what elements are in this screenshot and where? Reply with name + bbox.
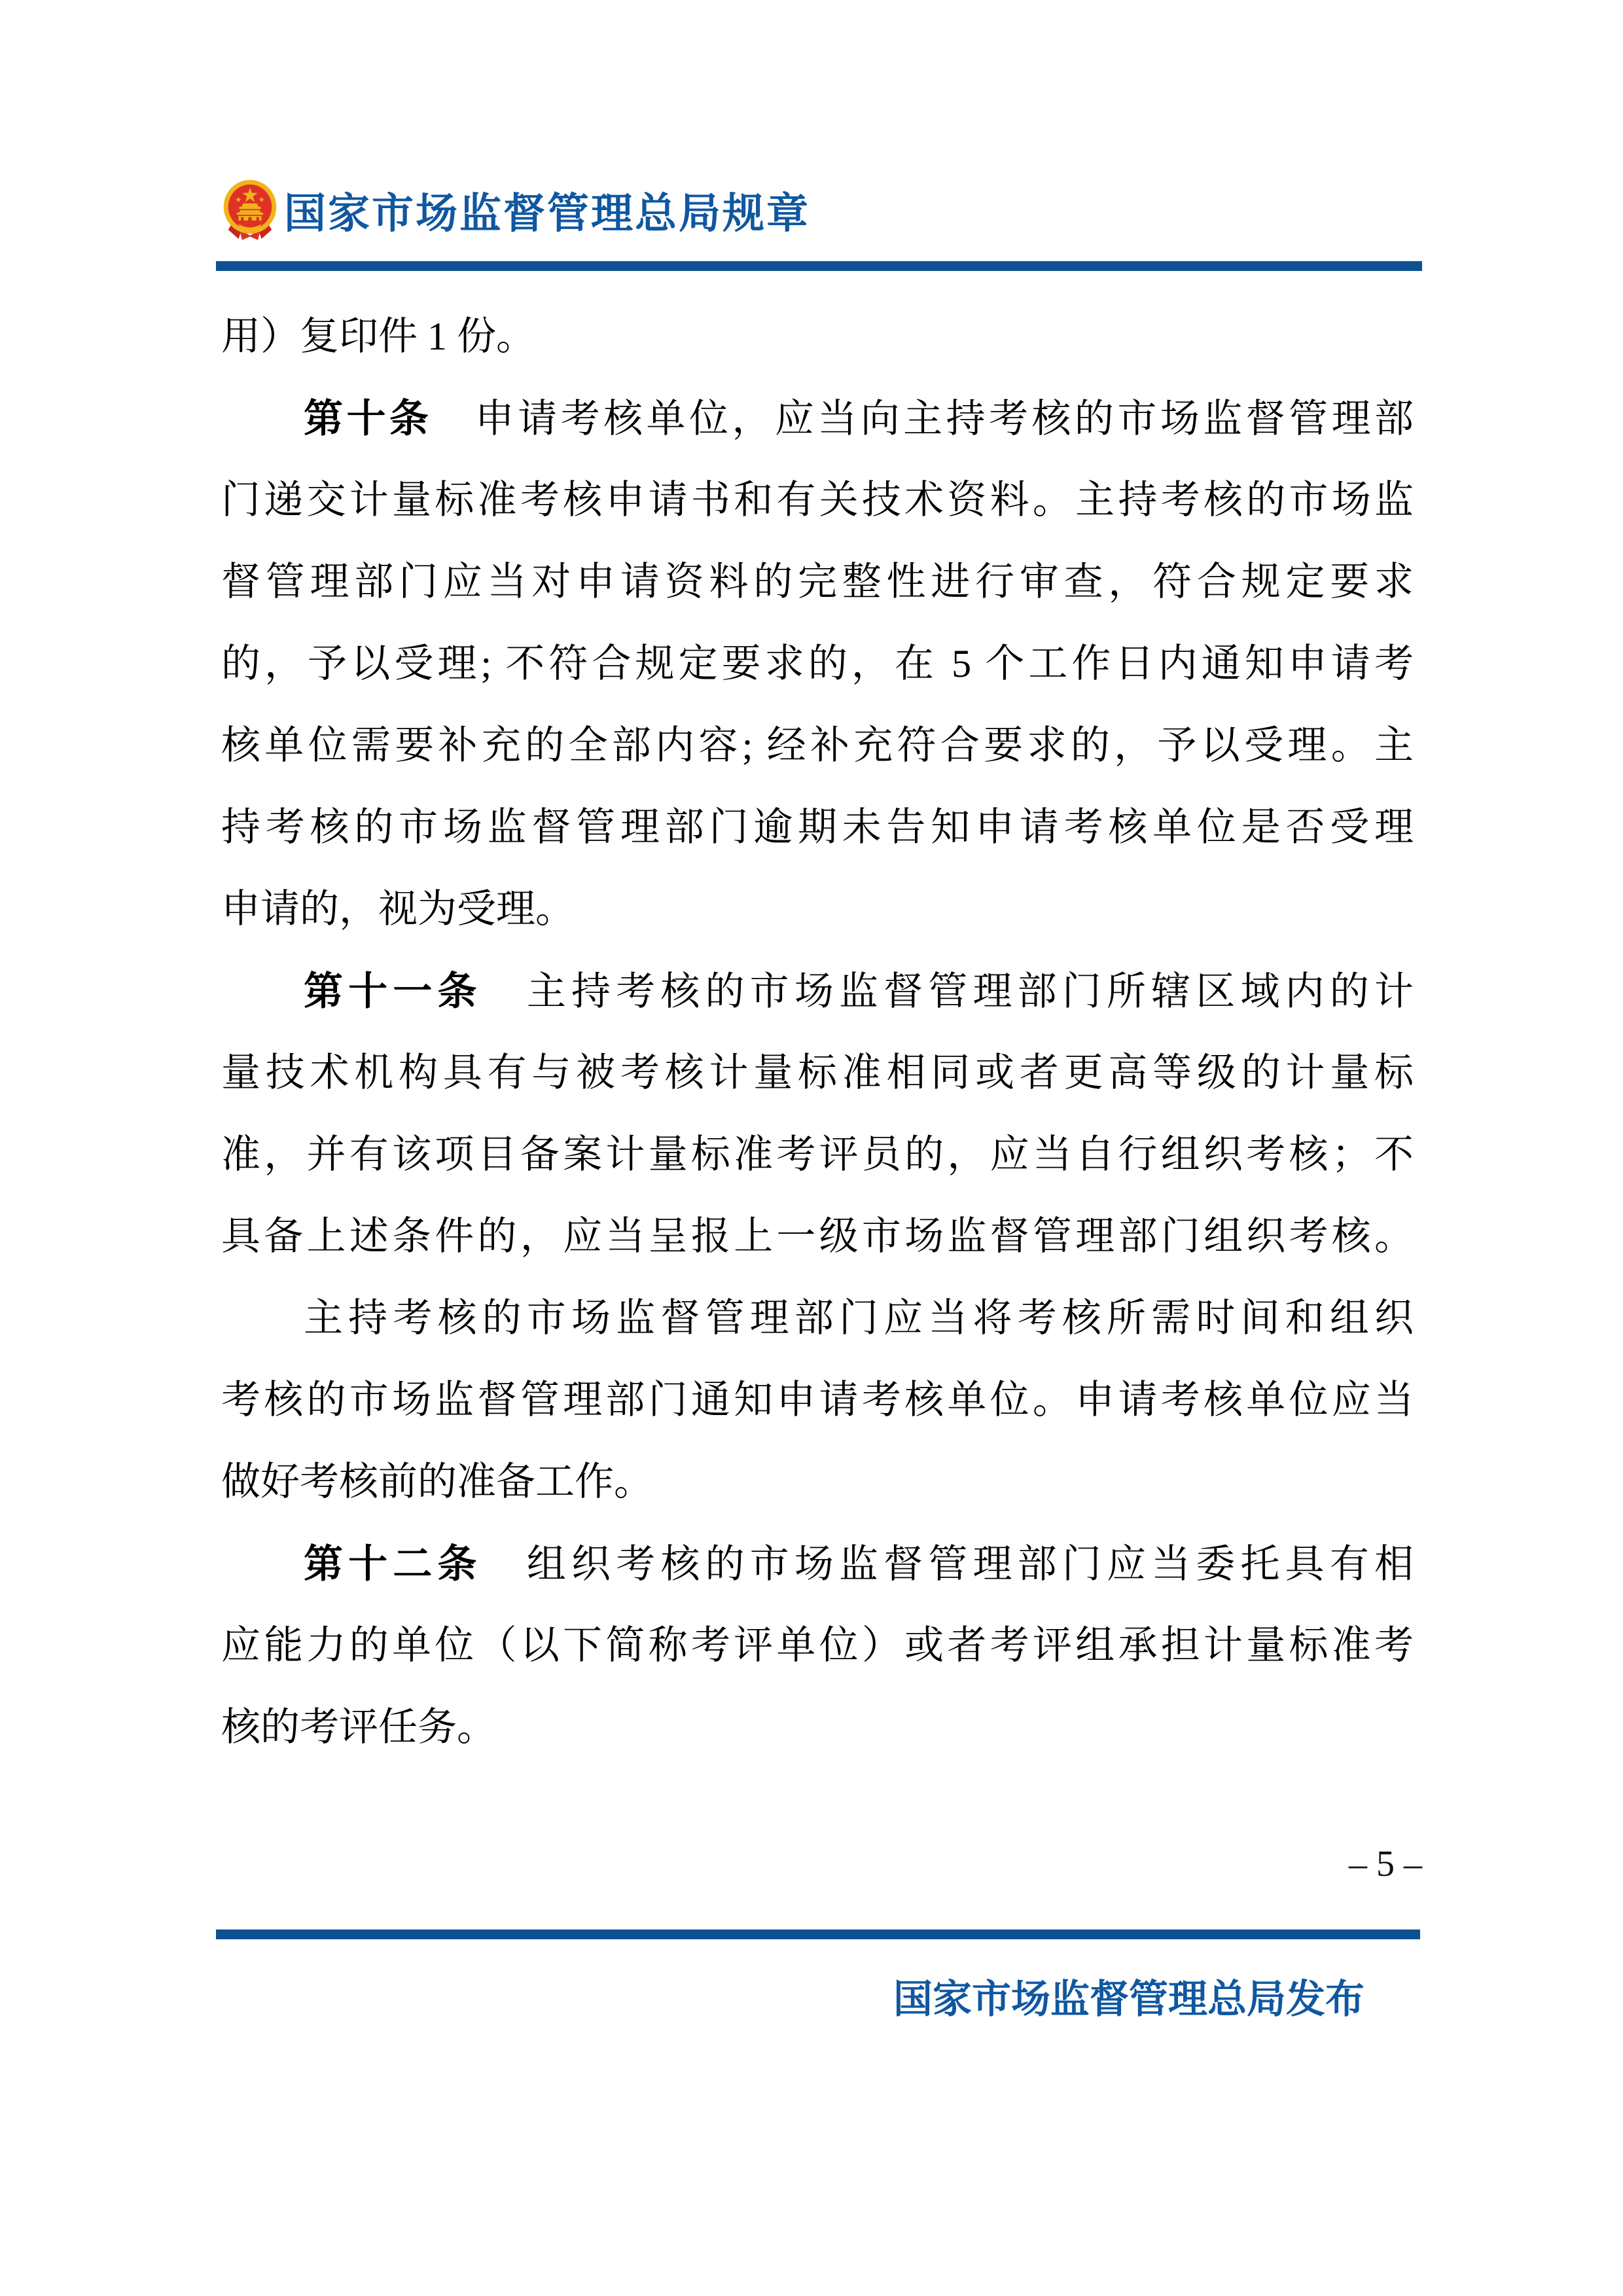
body-line (221, 1605, 1414, 1687)
publisher-line: 国家市场监督管理总局发布 (893, 1977, 1364, 2021)
article-number: 第十条 (304, 397, 433, 440)
body-text: 应能力的单位（以下简称考评单位）或者考评组承担计量标准考 (221, 1624, 1414, 1667)
page-number: – 5 – (1349, 1844, 1422, 1884)
body-text: 主持考核的市场监督管理部门所辖区域内的计 (482, 970, 1414, 1013)
body-text: 督管理部门应当对申请资料的完整性进行审查，符合规定要求 (221, 560, 1414, 603)
body-text: 主持考核的市场监督管理部门应当将考核所需时间和组织 (304, 1297, 1414, 1340)
body-line (221, 787, 1414, 869)
body-text: 门递交计量标准考核申请书和有关技术资料。主持考核的市场监 (221, 478, 1414, 522)
body-text: 组织考核的市场监督管理部门应当委托具有相 (482, 1543, 1414, 1586)
body-line (221, 296, 1414, 378)
body-text: 具备上述条件的，应当呈报上一级市场监督管理部门组织考核。 (221, 1215, 1414, 1258)
body-line (221, 869, 1414, 950)
body-line (221, 541, 1414, 623)
body-text: 的，予以受理; 不符合规定要求的，在 5 个工作日内通知申请考 (221, 642, 1414, 685)
body-line (221, 459, 1414, 541)
body-text: 做好考核前的准备工作。 (221, 1460, 653, 1503)
body-line (221, 1687, 1414, 1768)
footer-divider (216, 1929, 1420, 1939)
page-title: 国家市场监督管理总局规章 (284, 190, 810, 237)
header-divider (216, 261, 1422, 271)
body-line (221, 378, 1414, 459)
body-line (221, 1032, 1414, 1114)
national-emblem-icon (221, 179, 279, 243)
document-body (221, 296, 1414, 1768)
body-text: 考核的市场监督管理部门通知申请考核单位。申请考核单位应当 (221, 1378, 1414, 1422)
body-line (221, 950, 1414, 1032)
body-text: 申请的，视为受理。 (221, 888, 575, 931)
body-line (221, 623, 1414, 705)
body-line (221, 1359, 1414, 1441)
article-number: 第十一条 (304, 969, 482, 1013)
body-text: 准，并有该项目备案计量标准考评员的，应当自行组织考核；不 (221, 1133, 1414, 1176)
body-line (221, 705, 1414, 787)
body-text: 用）复印件 1 份。 (221, 315, 535, 358)
body-line (221, 1523, 1414, 1605)
article-number: 第十二条 (304, 1542, 482, 1586)
body-line (221, 1441, 1414, 1523)
body-text: 量技术机构具有与被考核计量标准相同或者更高等级的计量标 (221, 1051, 1414, 1094)
body-text: 核单位需要补充的全部内容; 经补充符合要求的，予以受理。主 (221, 724, 1414, 767)
body-line (221, 1278, 1414, 1359)
body-text: 持考核的市场监督管理部门逾期未告知申请考核单位是否受理 (221, 806, 1414, 849)
body-line (221, 1114, 1414, 1196)
body-line (221, 1196, 1414, 1278)
body-text: 申请考核单位，应当向主持考核的市场监督管理部 (432, 397, 1414, 440)
body-text: 核的考评任务。 (221, 1706, 496, 1749)
